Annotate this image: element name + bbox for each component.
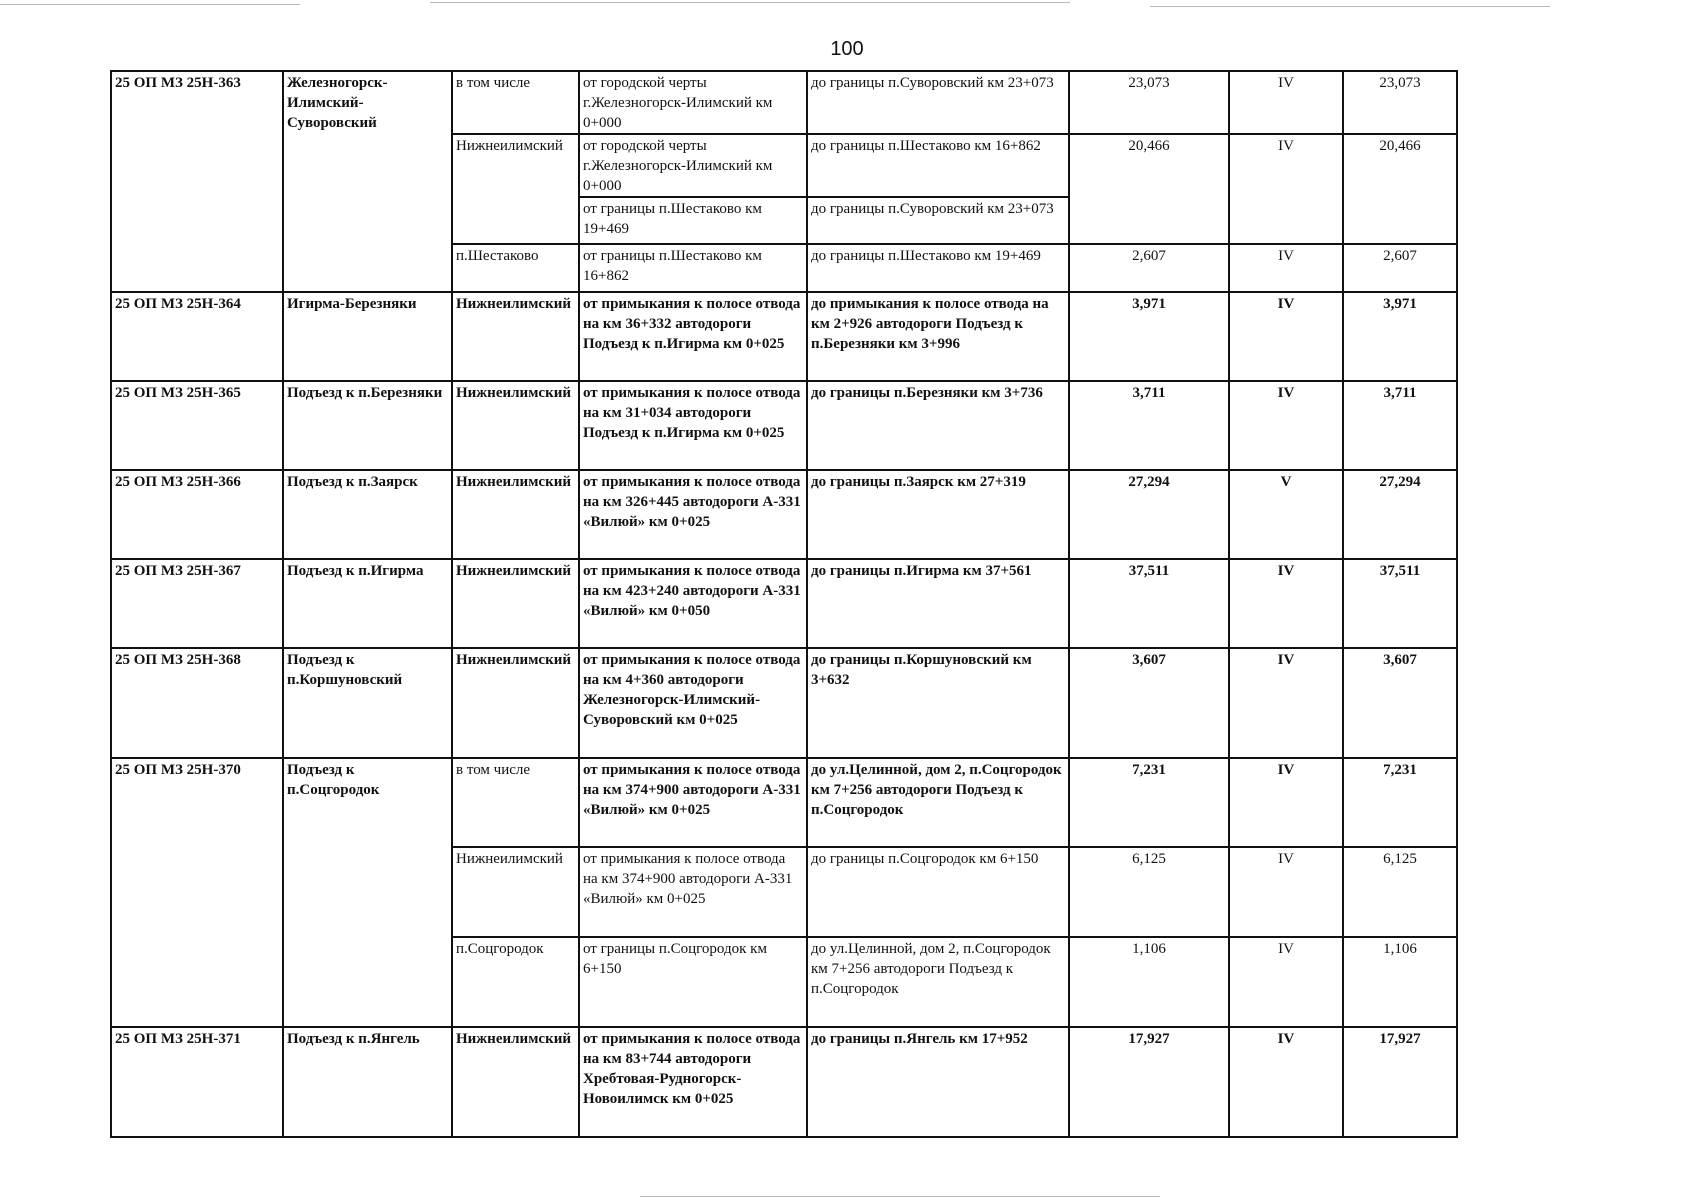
total-value: 6,125	[1343, 847, 1457, 937]
total-value: 20,466	[1343, 134, 1457, 244]
road-name: Игирма-Березняки	[283, 292, 452, 381]
road-category: IV	[1229, 648, 1343, 758]
from-point: от границы п.Шестаково км 19+469	[579, 197, 807, 244]
district: Нижнеилимский	[452, 847, 579, 937]
length-value: 2,607	[1069, 244, 1229, 292]
to-point: до границы п.Коршуновский км 3+632	[807, 648, 1069, 758]
to-point: до границы п.Шестаково км 19+469	[807, 244, 1069, 292]
to-point: до примыкания к полосе отвода на км 2+926 автодороги Подъезд к п.Березняки км 3+996	[807, 292, 1069, 381]
length-value: 3,711	[1069, 381, 1229, 470]
road-code: 25 ОП МЗ 25Н-371	[111, 1027, 283, 1137]
to-point: до границы п.Соцгородок км 6+150	[807, 847, 1069, 937]
from-point: от городской черты г.Железногорск-Илимский км 0+000	[579, 134, 807, 197]
from-point: от примыкания к полосе отвода на км 83+744 автодороги Хребтовая-Рудногорск-Новоилимск км 0+025	[579, 1027, 807, 1137]
table-row	[111, 559, 1457, 648]
from-point: от примыкания к полосе отвода на км 374+900 автодороги А-331 «Вилюй» км 0+025	[579, 758, 807, 847]
page-number: 100	[830, 38, 864, 60]
scan-edge-bottom	[640, 1196, 1160, 1197]
from-point: от примыкания к полосе отвода на км 423+240 автодороги А-331 «Вилюй» км 0+050	[579, 559, 807, 648]
total-value: 7,231	[1343, 758, 1457, 847]
road-name: Подъезд к п.Березняки	[283, 381, 452, 470]
district: Нижнеилимский	[452, 381, 579, 470]
road-code: 25 ОП МЗ 25Н-364	[111, 292, 283, 381]
road-category: IV	[1229, 292, 1343, 381]
district: Нижнеилимский	[452, 559, 579, 648]
length-value: 1,106	[1069, 937, 1229, 1027]
to-point: до ул.Целинной, дом 2, п.Соцгородок км 7+256 автодороги Подъезд к п.Соцгородок	[807, 758, 1069, 847]
scan-edge-top-left	[0, 4, 300, 5]
road-code: 25 ОП МЗ 25Н-367	[111, 559, 283, 648]
from-point: от примыкания к полосе отвода на км 31+034 автодороги Подъезд к п.Игирма км 0+025	[579, 381, 807, 470]
total-value: 23,073	[1343, 71, 1457, 134]
to-point: до ул.Целинной, дом 2, п.Соцгородок км 7+256 автодороги Подъезд к п.Соцгородок	[807, 937, 1069, 1027]
table-row	[111, 381, 1457, 470]
road-code: 25 ОП МЗ 25Н-366	[111, 470, 283, 559]
road-name: Подъезд к п.Янгель	[283, 1027, 452, 1137]
from-point: от границы п.Соцгородок км 6+150	[579, 937, 807, 1027]
road-category: IV	[1229, 758, 1343, 847]
length-value: 20,466	[1069, 134, 1229, 244]
district: Нижнеилимский	[452, 134, 579, 244]
to-point: до границы п.Суворовский км 23+073	[807, 197, 1069, 244]
total-value: 2,607	[1343, 244, 1457, 292]
from-point: от границы п.Шестаково км 16+862	[579, 244, 807, 292]
length-value: 6,125	[1069, 847, 1229, 937]
roads-table	[110, 70, 1458, 1138]
road-code: 25 ОП МЗ 25Н-370	[111, 758, 283, 1027]
total-value: 27,294	[1343, 470, 1457, 559]
to-point: до границы п.Янгель км 17+952	[807, 1027, 1069, 1137]
length-value: 27,294	[1069, 470, 1229, 559]
road-category: IV	[1229, 381, 1343, 470]
district: Нижнеилимский	[452, 470, 579, 559]
road-category: IV	[1229, 244, 1343, 292]
from-point: от примыкания к полосе отвода на км 374+900 автодороги А-331 «Вилюй» км 0+025	[579, 847, 807, 937]
table-row	[111, 648, 1457, 758]
road-code: 25 ОП МЗ 25Н-363	[111, 71, 283, 292]
length-value: 3,971	[1069, 292, 1229, 381]
length-value: 7,231	[1069, 758, 1229, 847]
total-value: 17,927	[1343, 1027, 1457, 1137]
road-category: V	[1229, 470, 1343, 559]
from-point: от примыкания к полосе отвода на км 36+332 автодороги Подъезд к п.Игирма км 0+025	[579, 292, 807, 381]
table-row	[111, 292, 1457, 381]
length-value: 17,927	[1069, 1027, 1229, 1137]
table-row	[111, 1027, 1457, 1137]
district: Нижнеилимский	[452, 648, 579, 758]
table-row	[111, 470, 1457, 559]
length-value: 37,511	[1069, 559, 1229, 648]
from-point: от примыкания к полосе отвода на км 4+360 автодороги Железногорск-Илимский-Суворовский км 0+025	[579, 648, 807, 758]
length-value: 3,607	[1069, 648, 1229, 758]
to-point: до границы п.Заярск км 27+319	[807, 470, 1069, 559]
road-category: IV	[1229, 71, 1343, 134]
road-name: Подъезд к п.Соцгородок	[283, 758, 452, 1027]
road-name: Подъезд к п.Коршуновский	[283, 648, 452, 758]
from-point: от городской черты г.Железногорск-Илимский км 0+000	[579, 71, 807, 134]
district: в том числе	[452, 71, 579, 134]
road-name: Подъезд к п.Игирма	[283, 559, 452, 648]
road-category: IV	[1229, 847, 1343, 937]
total-value: 3,971	[1343, 292, 1457, 381]
road-name: Железногорск-Илимский-Суворовский	[283, 71, 452, 292]
district: Нижнеилимский	[452, 1027, 579, 1137]
from-point: от примыкания к полосе отвода на км 326+445 автодороги А-331 «Вилюй» км 0+025	[579, 470, 807, 559]
table-row	[111, 71, 1457, 134]
road-category: IV	[1229, 134, 1343, 244]
to-point: до границы п.Шестаково км 16+862	[807, 134, 1069, 197]
district: в том числе	[452, 758, 579, 847]
total-value: 3,711	[1343, 381, 1457, 470]
road-code: 25 ОП МЗ 25Н-368	[111, 648, 283, 758]
length-value: 23,073	[1069, 71, 1229, 134]
table-row	[111, 758, 1457, 847]
total-value: 3,607	[1343, 648, 1457, 758]
scan-edge-top-right	[1150, 6, 1550, 7]
to-point: до границы п.Березняки км 3+736	[807, 381, 1069, 470]
district: п.Соцгородок	[452, 937, 579, 1027]
to-point: до границы п.Игирма км 37+561	[807, 559, 1069, 648]
total-value: 37,511	[1343, 559, 1457, 648]
district: Нижнеилимский	[452, 292, 579, 381]
road-code: 25 ОП МЗ 25Н-365	[111, 381, 283, 470]
district: п.Шестаково	[452, 244, 579, 292]
total-value: 1,106	[1343, 937, 1457, 1027]
road-name: Подъезд к п.Заярск	[283, 470, 452, 559]
road-category: IV	[1229, 559, 1343, 648]
road-category: IV	[1229, 937, 1343, 1027]
road-category: IV	[1229, 1027, 1343, 1137]
scan-edge-top-mid	[430, 2, 1070, 3]
to-point: до границы п.Суворовский км 23+073	[807, 71, 1069, 134]
